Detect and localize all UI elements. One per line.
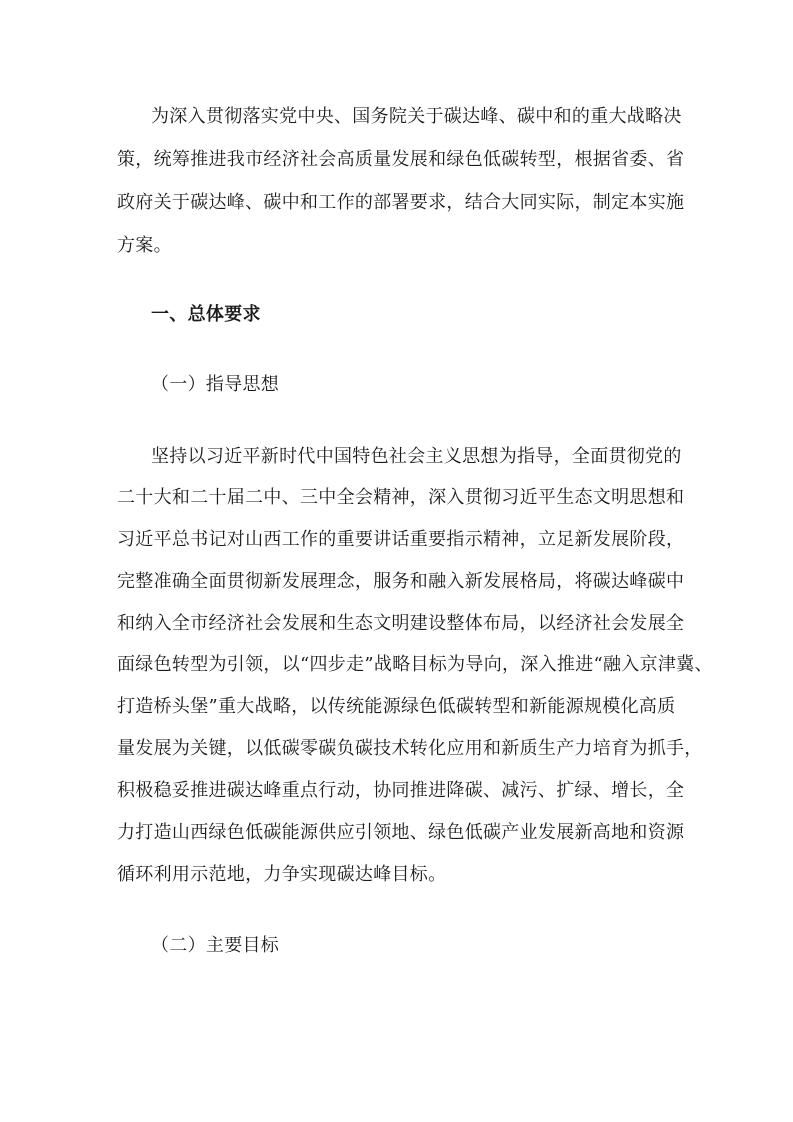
paragraph-line: 面绿色转型为引领，以“四步走”战略目标为导向，深入推进“融入京津冀、 <box>117 654 713 675</box>
paragraph-line: 和纳入全市经济社会发展和生态文明建设整体布局，以经济社会发展全 <box>117 613 685 634</box>
subsection-heading: （一）指导思想 <box>151 374 280 395</box>
paragraph-line: 二十大和二十届二中、三中全会精神，深入贯彻习近平生态文明思想和 <box>117 487 685 508</box>
paragraph-line: 力打造山西绿色低碳能源供应引领地、绿色低碳产业发展新高地和资源 <box>117 822 685 843</box>
intro-line: 策，统筹推进我市经济社会高质量发展和绿色低碳转型，根据省委、省 <box>117 149 685 170</box>
intro-line: 为深入贯彻落实党中央、国务院关于碳达峰、碳中和的重大战略决 <box>151 106 682 127</box>
paragraph-line: 坚持以习近平新时代中国特色社会主义思想为指导，全面贯彻党的 <box>151 446 682 467</box>
section-heading: 一、总体要求 <box>151 304 261 325</box>
paragraph-line: 量发展为关键，以低碳零碳负碳技术转化应用和新质生产力培育为抓手， <box>117 738 703 759</box>
paragraph-line: 习近平总书记对山西工作的重要讲话重要指示精神，立足新发展阶段， <box>117 529 685 550</box>
paragraph-line: 完整准确全面贯彻新发展理念，服务和融入新发展格局，将碳达峰碳中 <box>117 571 685 592</box>
intro-line: 方案。 <box>117 235 172 256</box>
intro-line: 政府关于碳达峰、碳中和工作的部署要求，结合大同实际，制定本实施 <box>117 192 685 213</box>
paragraph-line: 积极稳妥推进碳达峰重点行动，协同推进降碳、减污、扩绿、增长，全 <box>117 780 685 801</box>
paragraph-line: 循环利用示范地，力争实现碳达峰目标。 <box>117 864 447 885</box>
paragraph-line: 打造桥头堡”重大战略，以传统能源绿色低碳转型和新能源规模化高质 <box>117 696 676 717</box>
subsection-heading: （二）主要目标 <box>151 935 280 956</box>
